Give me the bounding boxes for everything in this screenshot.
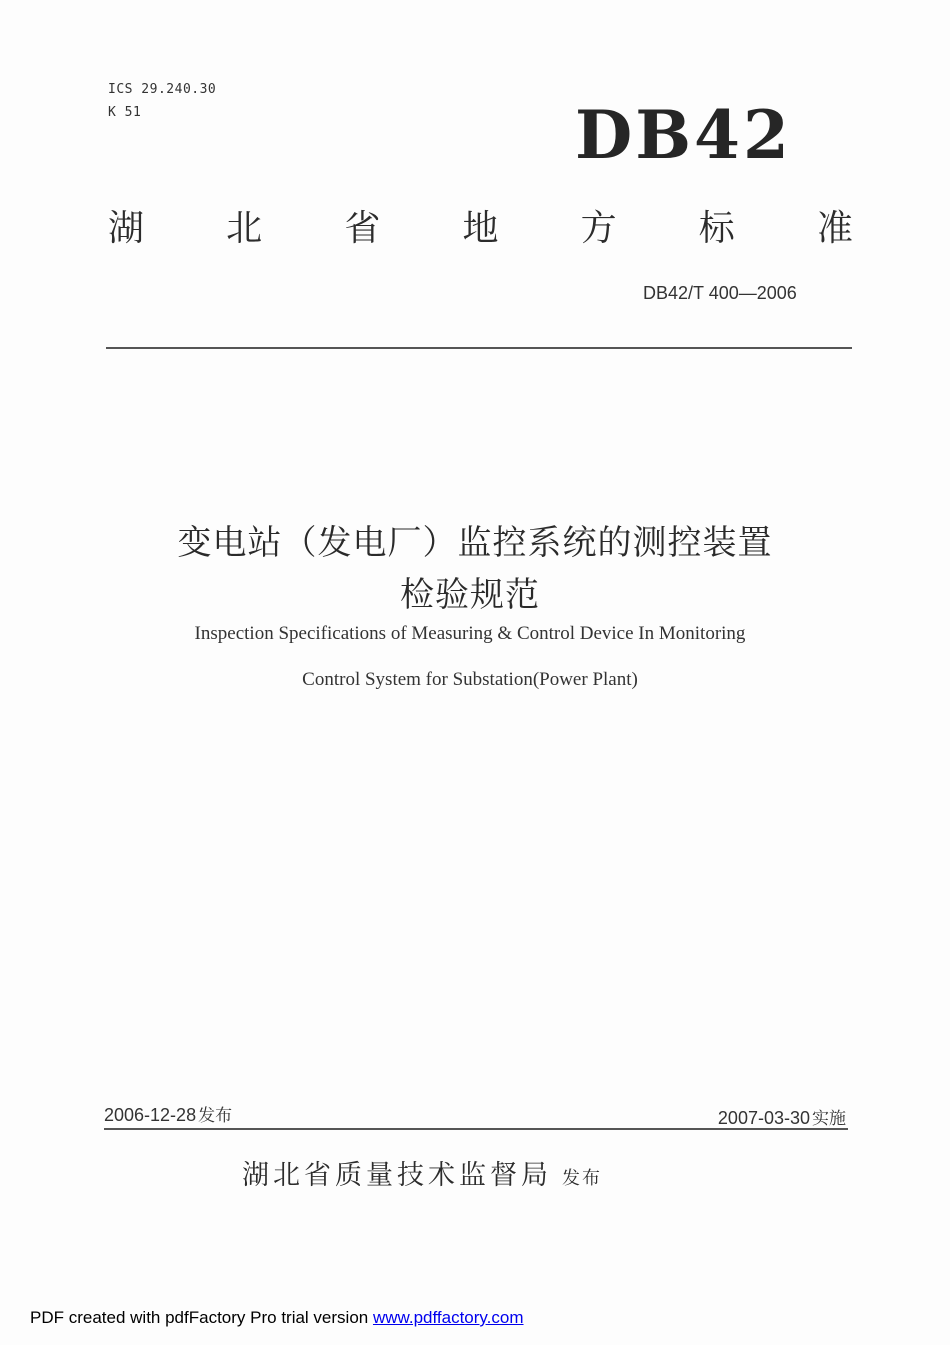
standard-type-char: 北 — [226, 208, 263, 249]
title-english-line-1: Inspection Specifications of Measuring & Control Device In Monitoring — [194, 623, 746, 644]
standard-type-heading — [108, 200, 853, 251]
footer-text: PDF created with pdfFactory Pro trial version — [30, 1308, 373, 1327]
publisher — [242, 1153, 602, 1192]
issue-date — [104, 1101, 232, 1126]
standard-type-char: 准 — [816, 208, 853, 249]
standard-type-char: 地 — [462, 208, 499, 249]
issue-date-value: 2006-12-28 — [104, 1105, 197, 1125]
pdffactory-link[interactable]: www.pdffactory.com — [372, 1308, 524, 1327]
implement-date — [718, 1104, 846, 1129]
standard-type-char: 方 — [580, 208, 617, 249]
issue-date-label: 发布 — [198, 1106, 233, 1126]
standard-number: DB42/T 400—2006 — [643, 283, 797, 303]
pdf-footer — [30, 1308, 524, 1328]
ccs-code: K 51 — [108, 105, 142, 120]
standard-type-char: 省 — [344, 208, 381, 249]
publisher-suffix: 发布 — [562, 1168, 602, 1189]
title-chinese-line-2: 检验规范 — [400, 575, 540, 615]
db-code-logo: DB42 — [575, 96, 792, 174]
title-english-line-2: Control System for Substation(Power Plant) — [302, 669, 638, 690]
title-chinese-line-1: 变电站（发电厂）监控系统的测控装置 — [177, 523, 773, 563]
top-divider — [106, 347, 852, 349]
implement-date-label: 实施 — [812, 1109, 846, 1129]
publisher-name: 湖北省质量技术监督局 — [242, 1160, 552, 1191]
standard-type-char: 湖 — [108, 208, 145, 249]
ics-code: ICS 29.240.30 — [108, 82, 217, 97]
standard-type-char: 标 — [698, 208, 735, 249]
implement-date-value: 2007-03-30 — [717, 1108, 810, 1128]
bottom-divider — [104, 1128, 848, 1130]
